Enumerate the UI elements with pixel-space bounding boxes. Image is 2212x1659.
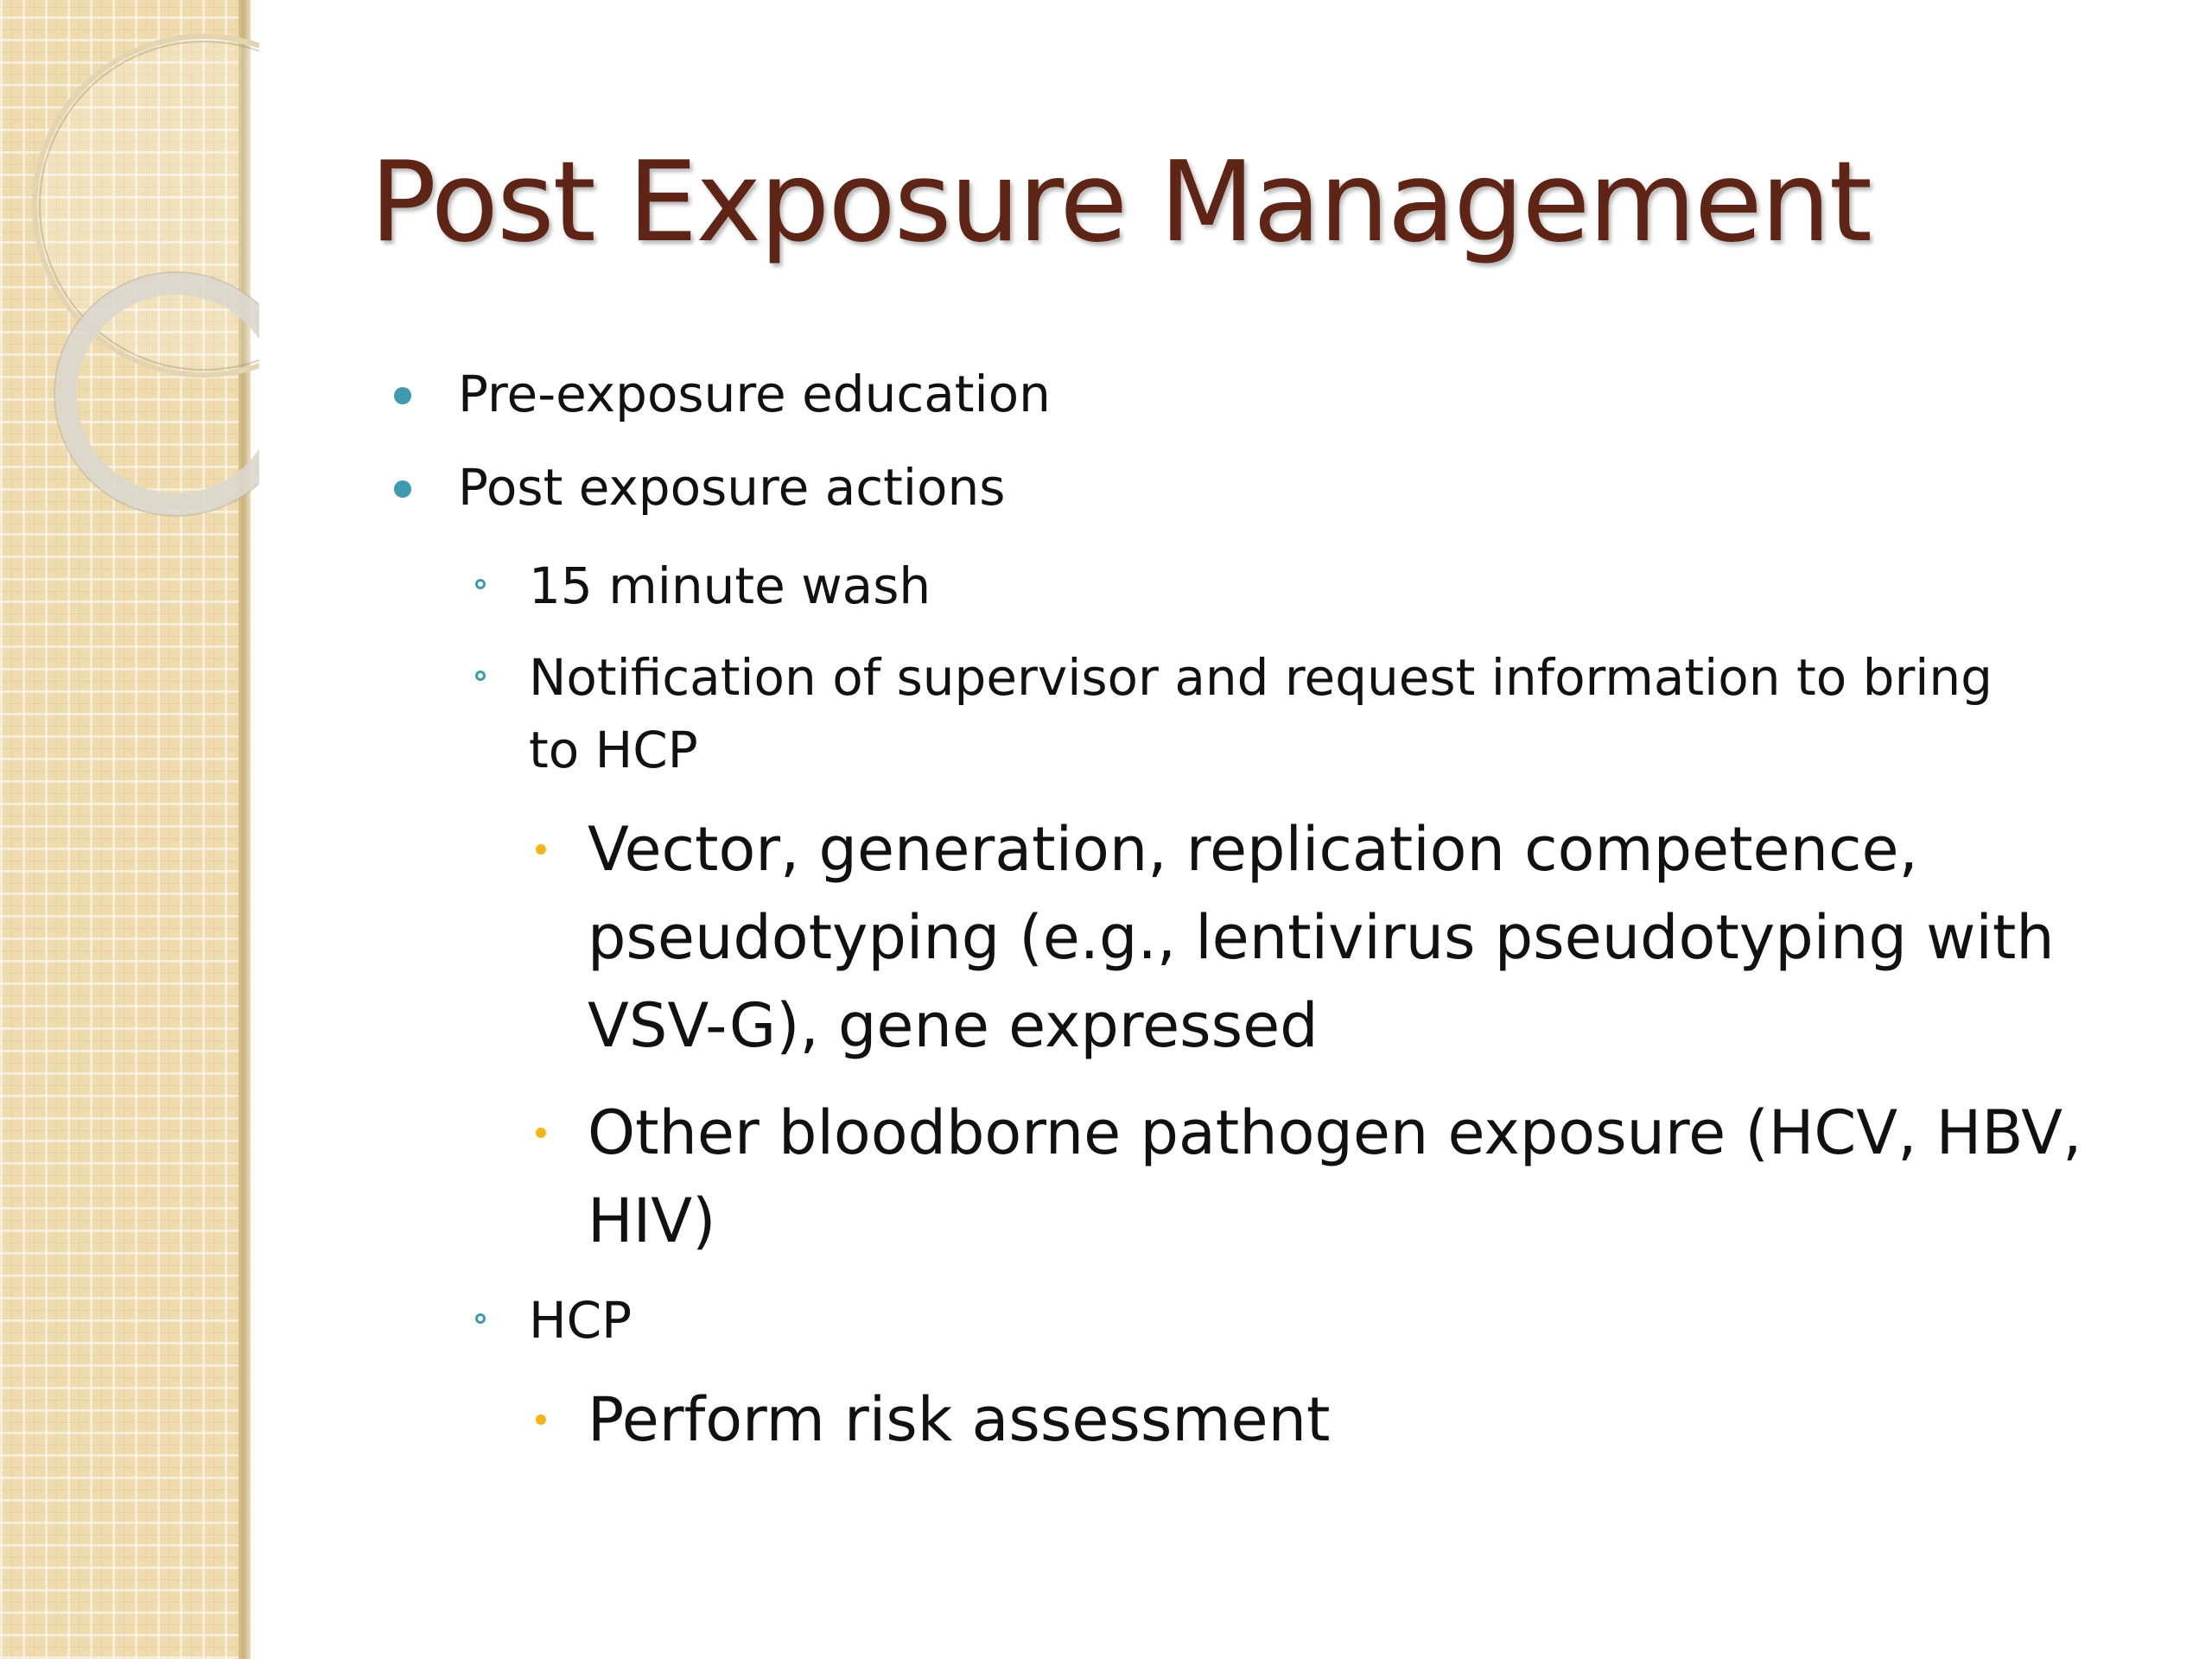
bullet-small-dot-icon	[536, 844, 546, 855]
sub-bullet-text: HCP	[529, 1291, 632, 1350]
bullet-ring-icon	[475, 671, 486, 681]
detail-bullet-text: Vector, generation, replication competence, pseudotyping (e.g., lentivirus pseudotyping with VSV-G), gene expressed	[588, 814, 2055, 1061]
detail-bullet-item	[363, 805, 2160, 1070]
detail-bullet-item	[363, 1089, 2160, 1265]
detail-bullet-text: Perform risk assessment	[588, 1384, 1331, 1455]
slide-title: Post Exposure Management	[370, 138, 1871, 267]
sub-bullet-item	[363, 641, 2024, 786]
bullet-ring-icon	[475, 1313, 486, 1324]
sub-bullet-text: Notification of supervisor and request information to bring to HCP	[529, 648, 1993, 779]
bullet-item	[363, 456, 2160, 518]
bullet-dot-icon	[394, 480, 411, 498]
bullet-text: Post exposure actions	[458, 458, 1006, 517]
bullet-item	[363, 363, 2160, 425]
bullet-text: Pre-exposure education	[458, 365, 1051, 423]
detail-bullet-item	[363, 1376, 2160, 1464]
sub-bullet-item	[363, 1284, 2024, 1357]
bullet-small-dot-icon	[536, 1414, 546, 1425]
sub-bullet-text: 15 minute wash	[529, 556, 931, 615]
sub-bullet-item	[363, 550, 2024, 622]
bullet-dot-icon	[394, 387, 411, 404]
detail-bullet-text: Other bloodborne pathogen exposure (HCV, HBV, HIV)	[588, 1097, 2082, 1256]
slide-content	[363, 363, 2160, 1483]
decorative-rings-icon	[0, 0, 259, 553]
bullet-ring-icon	[475, 579, 486, 589]
bullet-small-dot-icon	[536, 1128, 546, 1138]
